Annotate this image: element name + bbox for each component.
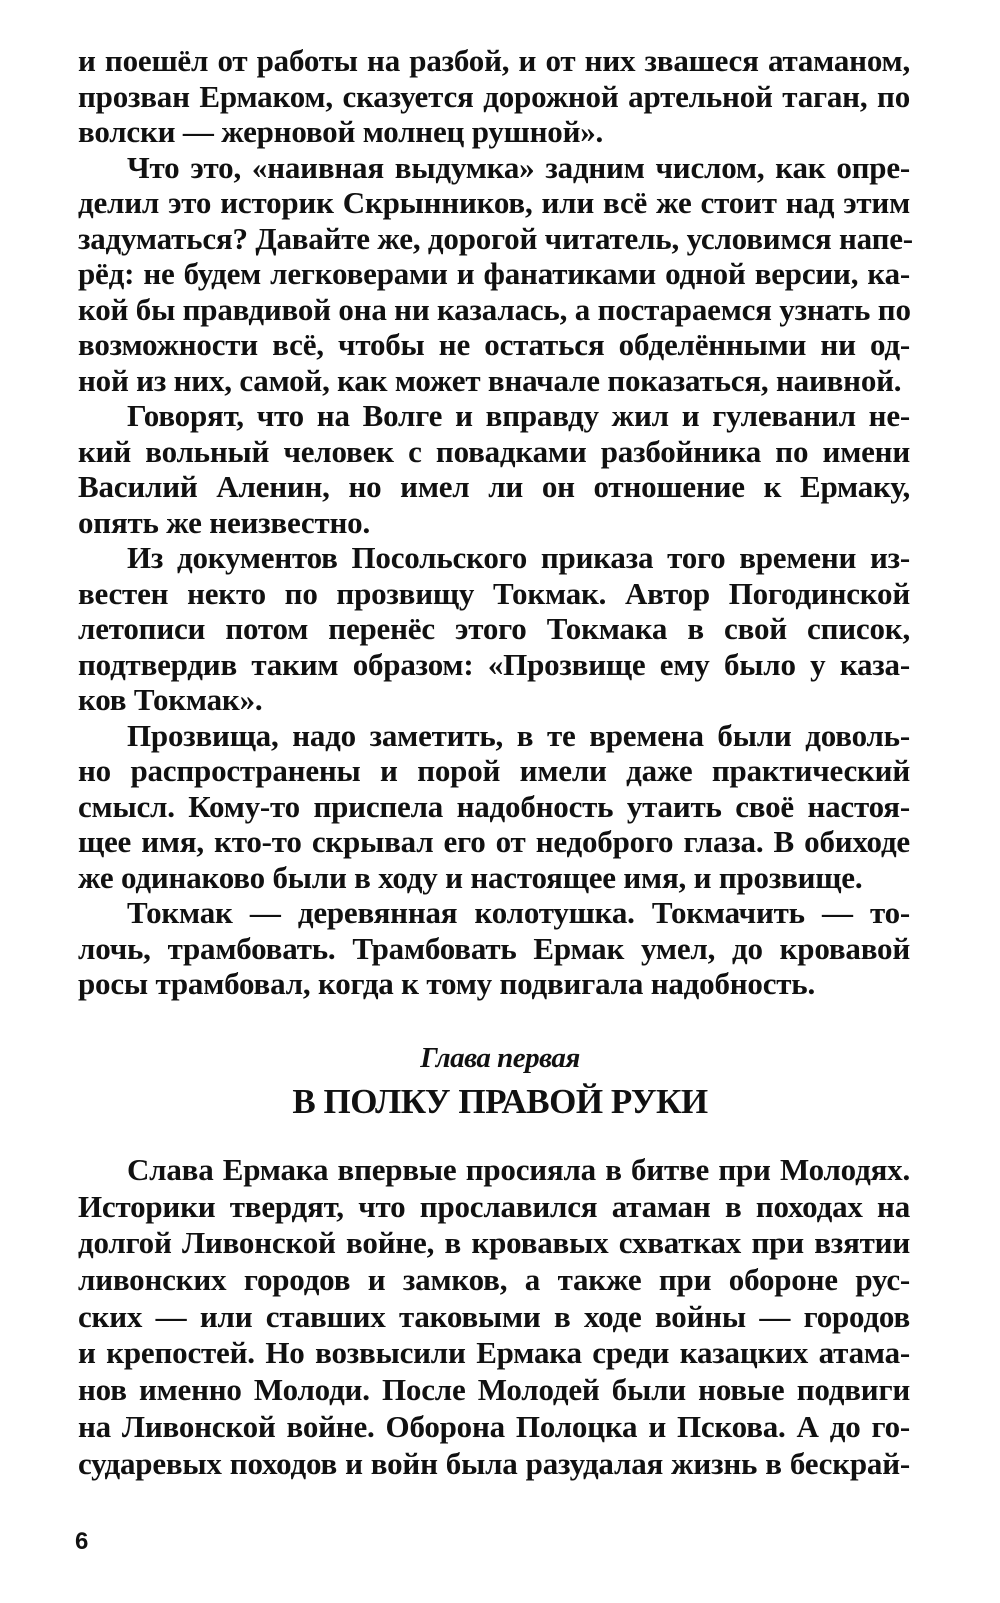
text-line: прозван Ермаком, сказуется дорожной артельной таган, по	[78, 78, 910, 114]
text-line: на Ливонской войне. Оборона Полоцка и Пскова. А до го-	[78, 1408, 910, 1444]
text-line: сударевых походов и войн была разудалая жизнь в бескрай-	[78, 1445, 910, 1481]
text-line: кий вольный человек с повадками разбойника по имени	[78, 433, 910, 469]
text-line: и крепостей. Но возвысили Ермака среди казацких атама-	[78, 1335, 910, 1371]
body-text-top	[78, 43, 913, 1002]
text-line: Слава Ермака впервые просияла в битве при Молодях.	[127, 1152, 910, 1187]
text-line: возможности всё, чтобы не остаться обделёнными ни од-	[78, 327, 910, 362]
text-line: Говорят, что на Волге и вправду жил и гулеванил не-	[127, 398, 910, 433]
text-line: Василий Аленин, но имел ли он отношение к Ермаку,	[78, 469, 910, 504]
text-line: волски — жерновой молнец рушной».	[78, 114, 604, 149]
page-number: 6	[75, 1528, 89, 1555]
text-line: летописи потом перенёс этого Токмака в свой список,	[78, 611, 910, 646]
text-line: опять же неизвестно.	[78, 504, 370, 540]
text-line: задуматься? Давайте же, дорогой читатель, условимся напе-	[78, 220, 913, 256]
text-line: Историки твердят, что прославился атаман в походах на	[78, 1188, 910, 1224]
chapter-title: В ПОЛКУ ПРАВОЙ РУКИ	[292, 1082, 708, 1121]
text-line: вестен некто по прозвищу Токмак. Автор Погодинской	[78, 575, 910, 611]
text-line: рёд: не будем легковерами и фанатиками одной версии, ка-	[78, 256, 910, 291]
text-line: же одинаково были в ходу и настоящее имя, и прозвище.	[78, 859, 863, 895]
text-line: но распространены и порой имели даже практический	[78, 753, 910, 788]
text-line: росы трамбовал, когда к тому подвигала надобность.	[78, 966, 816, 1001]
text-line: подтвердив таким образом: «Прозвище ему было у каза-	[78, 646, 910, 682]
text-line: ной из них, самой, как может вначале показаться, наивной.	[78, 362, 902, 398]
text-line: Токмак — деревянная колотушка. Токмачить — то-	[127, 895, 910, 930]
text-line: ков Токмак».	[78, 682, 263, 717]
text-line: нов именно Молоди. После Молодей были новые подвиги	[78, 1372, 910, 1408]
text-line: кой бы правдивой она ни казалась, а постараемся узнать по	[78, 291, 911, 327]
text-line: и поешёл от работы на разбой, и от них звашеся атаманом,	[78, 43, 910, 78]
text-line: долгой Ливонской войне, в кровавых схватках при взятии	[78, 1225, 910, 1261]
text-line: ливонских городов и замков, а также при обороне рус-	[78, 1262, 910, 1298]
text-line: Что это, «наивная выдумка» задним числом, как опре-	[127, 149, 910, 185]
chapter-label: Глава первая	[420, 1042, 580, 1074]
text-line: Из документов Посольского приказа того времени из-	[127, 540, 910, 575]
text-line: Прозвища, надо заметить, в те времена были доволь-	[127, 717, 910, 753]
text-line: делил это историк Скрынников, или всё же стоит над этим	[78, 185, 910, 220]
text-line: щее имя, кто-то скрывал его от недоброго глаза. В обиходе	[78, 824, 910, 859]
text-line: ских — или ставших таковыми в ходе войны — городов	[78, 1298, 910, 1334]
body-text-chapter	[78, 1152, 910, 1482]
text-line: смысл. Кому-то приспела надобность утаить своё настоя-	[78, 788, 910, 824]
text-line: лочь, трамбовать. Трамбовать Ермак умел, до кровавой	[78, 930, 910, 966]
